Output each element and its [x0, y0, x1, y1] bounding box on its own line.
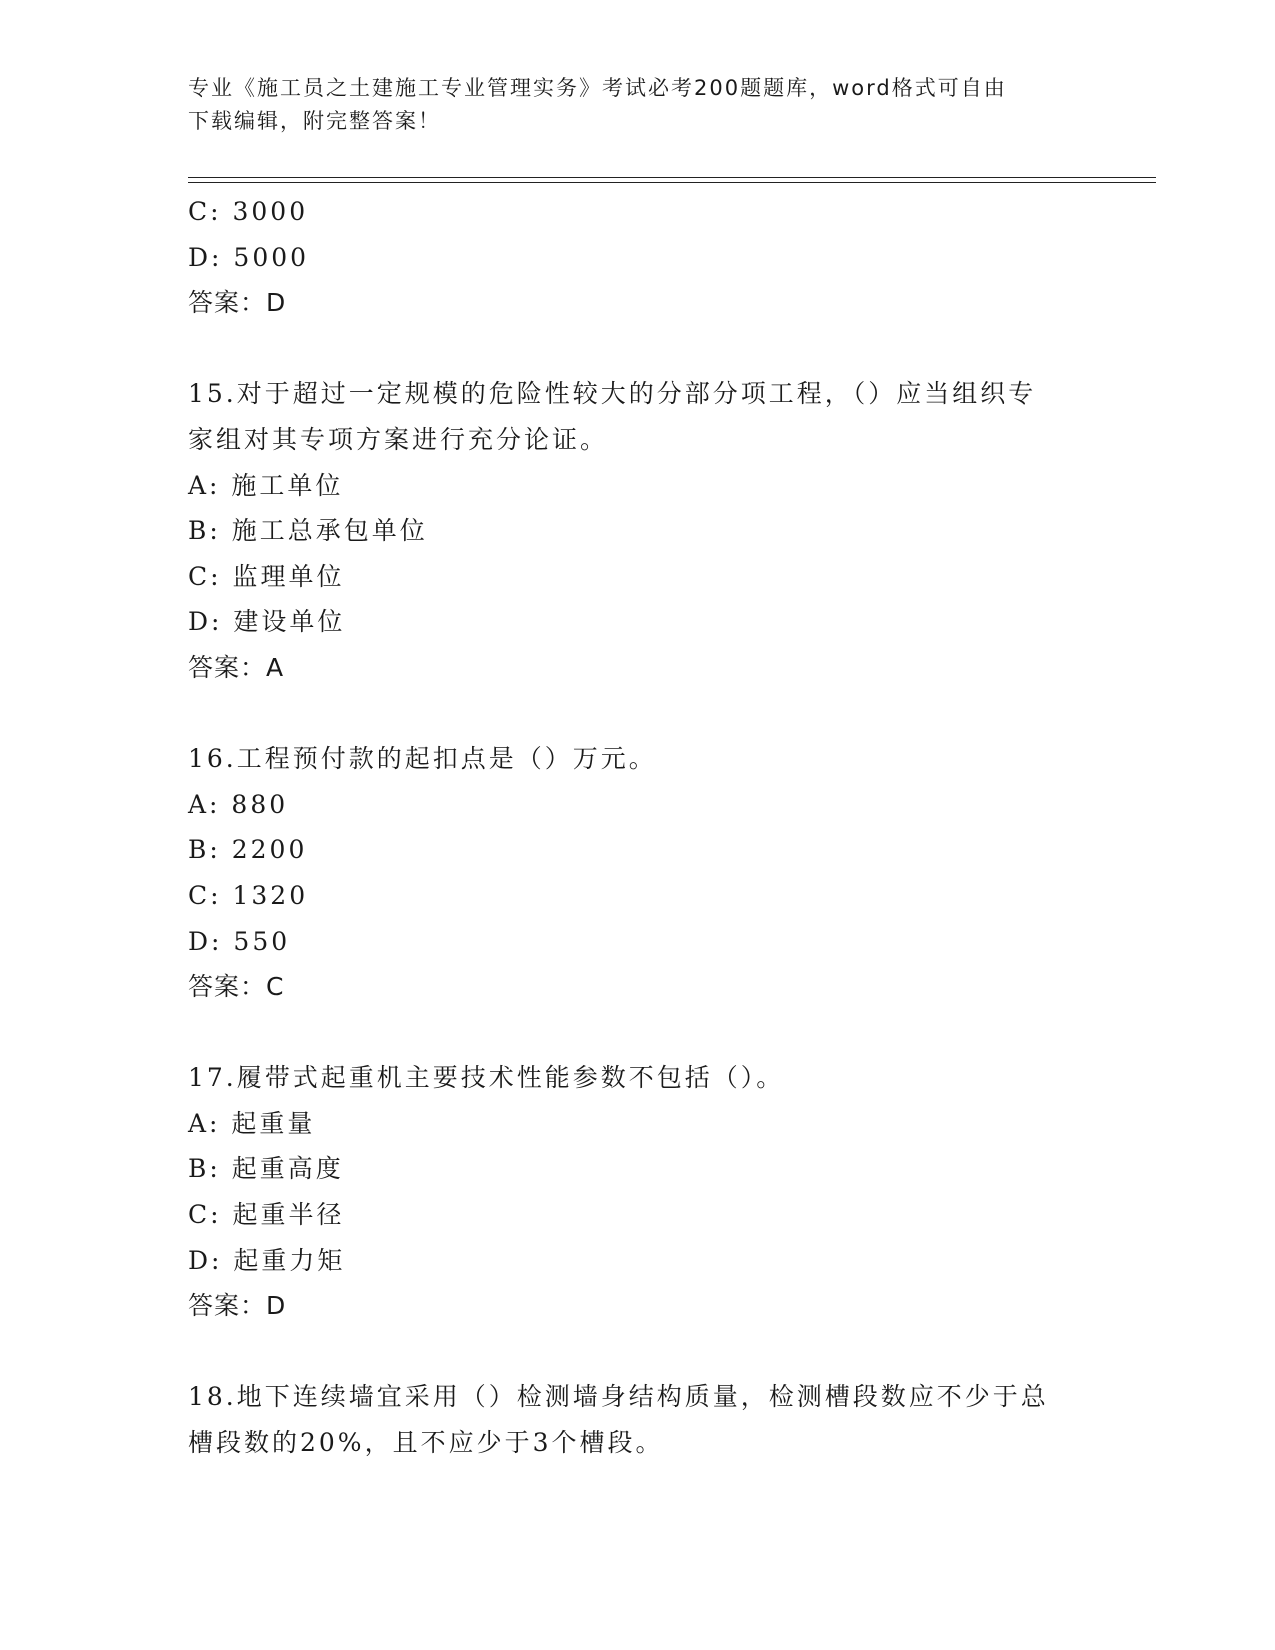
option-a: A: 施工单位 [188, 470, 344, 500]
question-stem: 15.对于超过一定规模的危险性较大的分部分项工程，（）应当组织专 [188, 379, 1037, 409]
option-a: A: 880 [188, 789, 289, 819]
option-c: C: 起重半径 [188, 1200, 345, 1230]
question-stem: 17.履带式起重机主要技术性能参数不包括（）。 [188, 1063, 785, 1093]
option-d: D: 550 [188, 926, 291, 956]
header-divider-bottom [188, 182, 1156, 183]
answer: 答案：A [188, 652, 285, 682]
option-c: C: 监理单位 [188, 561, 345, 591]
answer: 答案：C [188, 972, 285, 1002]
question-17 [188, 1055, 1088, 1329]
question-15 [188, 371, 1088, 690]
header-title-line-1: 专业《施工员之土建施工专业管理实务》考试必考200题题库，word格式可自由 [188, 76, 1007, 100]
option-b: B: 起重高度 [188, 1154, 344, 1184]
question-stem: 16.工程预付款的起扣点是（）万元。 [188, 744, 657, 774]
question-content [188, 189, 1088, 1466]
answer: 答案：D [188, 288, 287, 318]
question-stem: 槽段数的20%，且不应少于3个槽段。 [188, 1428, 664, 1458]
answer: 答案：D [188, 1291, 287, 1321]
question-stem: 家组对其专项方案进行充分论证。 [188, 424, 609, 454]
question-stem: 18.地下连续墙宜采用（）检测墙身结构质量，检测槽段数应不少于总 [188, 1382, 1049, 1412]
spacer [188, 1329, 1088, 1375]
question-18 [188, 1374, 1088, 1465]
spacer [188, 326, 1088, 372]
option-d: D: 起重力矩 [188, 1245, 346, 1275]
document-header [188, 72, 1068, 138]
header-title-line-2: 下载编辑，附完整答案！ [188, 109, 441, 133]
question-16 [188, 736, 1088, 1010]
header-divider-top [188, 177, 1156, 178]
option-c: C: 1320 [188, 880, 309, 910]
question-14-continuation [188, 189, 1088, 326]
option-d: D: 建设单位 [188, 607, 346, 637]
option-c: C: 3000 [188, 197, 309, 226]
option-b: B: 2200 [188, 835, 308, 865]
option-a: A: 起重量 [188, 1108, 316, 1138]
option-d: D: 5000 [188, 242, 310, 272]
spacer [188, 1010, 1088, 1056]
option-b: B: 施工总承包单位 [188, 516, 428, 546]
spacer [188, 691, 1088, 737]
